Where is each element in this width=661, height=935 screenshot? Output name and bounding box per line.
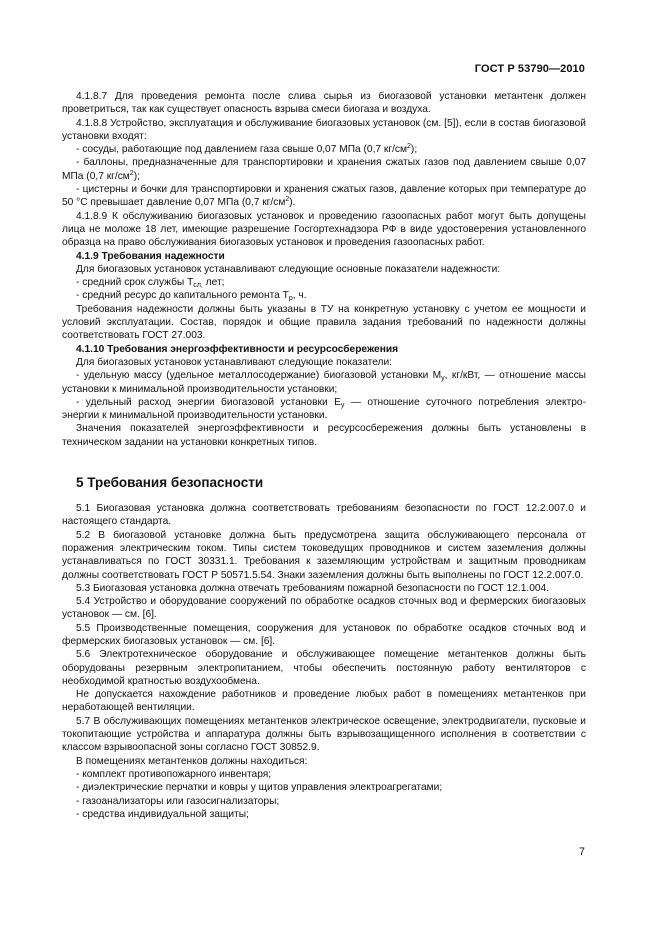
list-item-specific-energy: - удельный расход энергии биогазовой установки $Е_у$ — отношение суточного потребления электро- энергии к минимальной производительности установки.: [62, 396, 586, 422]
paragraph-4-1-8-9: 4.1.8.9 К обслуживанию биогазовых установок и проведению газоопасных работ могут быть допущены лица не моложе 18 лет, имеющие разрешение Госгортехнадзора РФ в виде удостоверения установленного образца на право обслуживания биогазовых установок и проведения газоопасных работ.: [62, 210, 586, 249]
paragraph-5-1: 5.1 Биогазовая установка должна соответствовать требованиям безопасности по ГОСТ 12.2.007.0 и настоящего стандарта.: [62, 503, 586, 528]
page-body: [62, 90, 586, 821]
list-item: - комплект противопожарного инвентаря;: [76, 768, 272, 780]
paragraph-5-6-ventilation: Не допускается нахождение работников и проведение любых работ в помещениях метантенков при неработающей вентиляции.: [62, 689, 586, 714]
paragraph-5-3: 5.3 Биогазовая установка должна отвечать требованиям пожарной безопасности по ГОСТ 12.1.004.: [76, 582, 550, 594]
paragraph-5-2: 5.2 В биогазовой установке должна быть предусмотрена защита обслуживающего персонала от поражения электрическим током. Типы систем токоведущих проводников и систем заземления должны устанавливаться по ГОСТ 30331.1. Требования к заземляющим устройствам и защитным проводникам должны соответствовать ГОСТ Р 50571.5.54. Знаки заземления должны быть выполнены по ГОСТ 12.2.007.0.: [62, 529, 586, 581]
list-item: - диэлектрические перчатки и ковры у щитов управления электроагрегатами;: [76, 782, 443, 794]
heading-energy-efficiency: 4.1.10 Требования энергоэффективности и ресурсосбережения: [76, 343, 399, 355]
list-item-tanks: - цистерны и бочки для транспортировки и хранения сжатых газов, давление которых при температуре до 50 °С превышает давление 0,07 МПа (0,7 $кг/см^2$).: [62, 184, 586, 209]
paragraph-5-4: 5.4 Устройство и оборудование сооружений по обработке осадков сточных вод и фермерских биогазовых установок — см. [6].: [62, 596, 586, 621]
list-item-cylinders: - баллоны, предназначенные для транспортировки и хранения сжатых газов под давлением свыше 0,07 МПа (0,7 $кг/см^2$);: [62, 157, 586, 182]
document-header: ГОСТ Р 53790—2010: [474, 63, 585, 75]
page-number: 7: [578, 846, 585, 858]
paragraph-5-6: 5.6 Электротехническое оборудование и обслуживающее помещение метантенков должны быть оборудованы резервным электропитанием, чтобы обеспечить постоянную работу вентиляторов с необходимой кратностью воздухообмена.: [62, 649, 586, 687]
paragraph-4-1-8-7: 4.1.8.7 Для проведения ремонта после слива сырья из биогазовой установки метантенк должен проветриться, так как существует опасность взрыва смеси биогаза и воздуха.: [62, 91, 586, 116]
section-5-title: 5 Требования безопасности: [76, 475, 264, 491]
list-item: - газоанализаторы или газосигнализаторы;: [76, 795, 280, 807]
list-item-overhaul-resource: - средний ресурс до капитального ремонта $Т_р$, ч.: [76, 290, 307, 303]
paragraph-4-1-8-8: 4.1.8.8 Устройство, эксплуатация и обслуживание биогазовых установок (см. [5]), если в состав биогазовой установки входят:: [62, 117, 586, 142]
list-item-service-life: - средний срок службы $Т_{сл,}$ лет;: [76, 277, 225, 290]
paragraph-energy-intro: Для биогазовых установок устанавливают следующие показатели:: [76, 356, 393, 368]
paragraph-5-5: 5.5 Производственные помещения, сооружения для установок по обработке осадков сточных вод и фермерских биогазовых установок — см. [6].: [62, 622, 586, 647]
paragraph-5-7: 5.7 В обслуживающих помещениях метантенков электрическое освещение, электродвигатели, пусковые и токопитающие устройства и аппаратура должны быть взрывозащищенного исполнения в соответствии с классом взрывоопасной зоны согласно ГОСТ 30852.9.: [62, 715, 586, 754]
paragraph-reliability-intro: Для биогазовых установок устанавливают следующие основные показатели надежности:: [76, 263, 501, 275]
paragraph-reliability-requirements: Требования надежности должны быть указаны в ТУ на конкретную установку с учетом ее мощности и условий эксплуатации. Состав, порядок и общие правила задания требований по надежности должны соответствовать ГОСТ 27.003.: [62, 303, 586, 342]
paragraph-required-items: В помещениях метантенков должны находиться:: [76, 755, 308, 767]
list-item-vessels: - сосуды, работающие под давлением газа свыше 0,07 МПа (0,7 $кг/см^2$);: [76, 143, 418, 156]
heading-reliability: 4.1.9 Требования надежности: [76, 250, 225, 262]
paragraph-energy-values: Значения показателей энергоэффективности и ресурсосбережения должны быть установлены в техническом задании на установки конкретных типов.: [62, 423, 586, 448]
list-item: - средства индивидуальной защиты;: [76, 808, 249, 820]
list-item-specific-mass: - удельную массу (удельное металлосодержание) биогазовой установки $М_у$, кг/кВт, — отношение массы установки к минимальной производительности установки;: [62, 370, 586, 395]
